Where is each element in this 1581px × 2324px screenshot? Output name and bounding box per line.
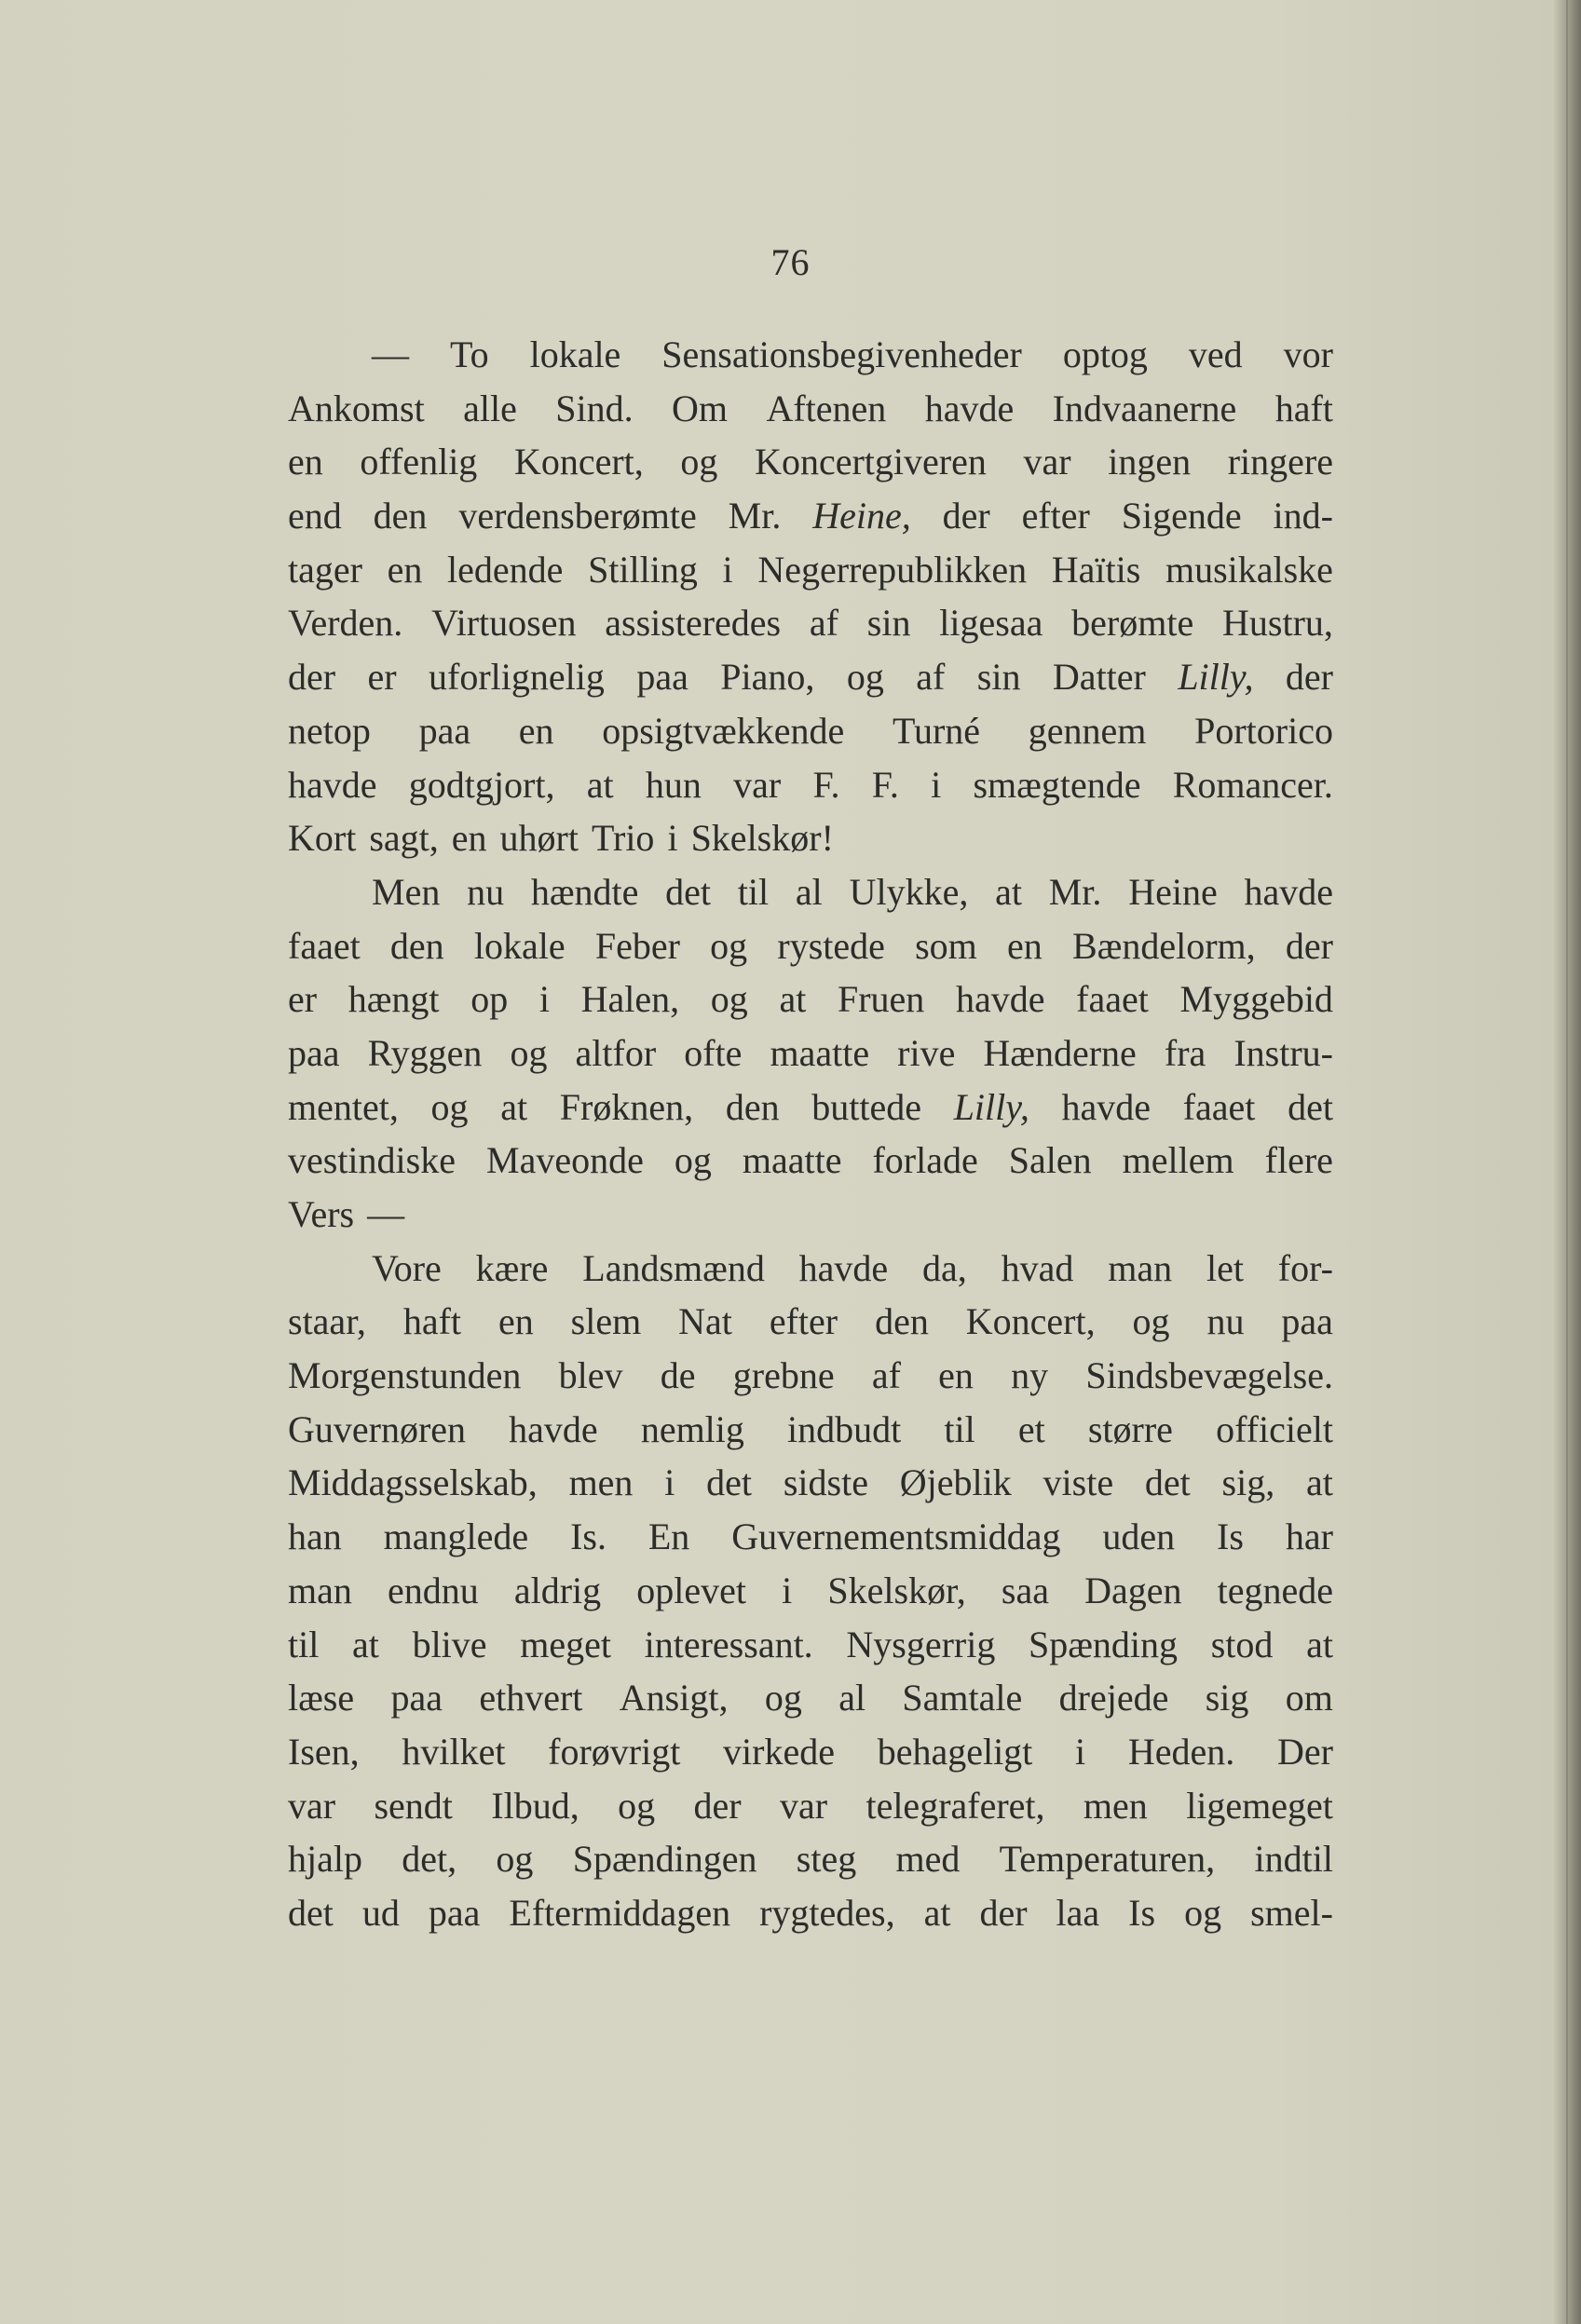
text-line: han manglede Is. En Guvernementsmiddag uden Is har (288, 1515, 1333, 1558)
text-line: Guvernøren havde nemlig indbudt til et større officielt (288, 1407, 1333, 1450)
text-line: faaet den lokale Feber og rystede som en Bændelorm, der (288, 924, 1333, 967)
text-line: er hængt op i Halen, og at Fruen havde faaet Myggebid (288, 978, 1333, 1021)
text-line: netop paa en opsigtvækkende Turné gennem Portorico (288, 709, 1333, 752)
page-number: 76 (770, 241, 811, 283)
text-line: vestindiske Maveonde og maatte forlade Salen mellem flere (288, 1139, 1333, 1182)
text-line: Ankomst alle Sind. Om Aftenen havde Indvaanerne haft (288, 387, 1333, 429)
body-text (288, 328, 1333, 1940)
text-line: det ud paa Eftermiddagen rygtedes, at der laa Is og smel- (288, 1891, 1333, 1934)
text-line: staar, haft en slem Nat efter den Koncert, og nu paa (288, 1300, 1333, 1343)
text-line: end den verdensberømte Mr. Heine, der efter Sigende ind- (288, 495, 1333, 537)
text-line: en offenlig Koncert, og Koncertgiveren var ingen ringere (288, 441, 1333, 483)
text-line: mentet, og at Frøknen, den buttede Lilly, havde faaet det (288, 1085, 1333, 1128)
page-edge-line (1566, 0, 1568, 2324)
text-line: Isen, hvilket forøvrigt virkede behageligt i Heden. Der (288, 1730, 1333, 1773)
text-line: Vers — (288, 1193, 405, 1235)
text-line: man endnu aldrig oplevet i Skelskør, saa Dagen tegnede (288, 1569, 1333, 1611)
text-line: — To lokale Sensationsbegivenheder optog ved vor (372, 333, 1333, 375)
text-line: der er uforlignelig paa Piano, og af sin Datter Lilly, der (288, 656, 1333, 699)
text-line: Vore kære Landsmænd havde da, hvad man let for- (372, 1246, 1333, 1289)
text-line: til at blive meget interessant. Nysgerrig Spænding stod at (288, 1623, 1333, 1665)
text-line: Men nu hændte det til al Ulykke, at Mr. Heine havde (372, 870, 1333, 913)
text-line: Kort sagt, en uhørt Trio i Skelskør! (288, 817, 834, 860)
text-line: tager en ledende Stilling i Negerrepublikken Haïtis musikalske (288, 548, 1333, 591)
text-line: Verden. Virtuosen assisteredes af sin ligesaa berømte Hustru, (288, 602, 1333, 645)
text-line: læse paa ethvert Ansigt, og al Samtale drejede sig om (288, 1677, 1333, 1719)
text-line: Morgenstunden blev de grebne af en ny Sindsbevægelse. (288, 1354, 1333, 1397)
text-line: var sendt Ilbud, og der var telegraferet, men ligemeget (288, 1784, 1333, 1827)
text-line: paa Ryggen og altfor ofte maatte rive Hænderne fra Instru- (288, 1031, 1333, 1074)
text-line: havde godtgjort, at hun var F. F. i smægtende Romancer. (288, 763, 1333, 806)
text-line: Middagsselskab, men i det sidste Øjeblik viste det sig, at (288, 1461, 1333, 1504)
text-line: hjalp det, og Spændingen steg med Temperaturen, indtil (288, 1838, 1333, 1881)
